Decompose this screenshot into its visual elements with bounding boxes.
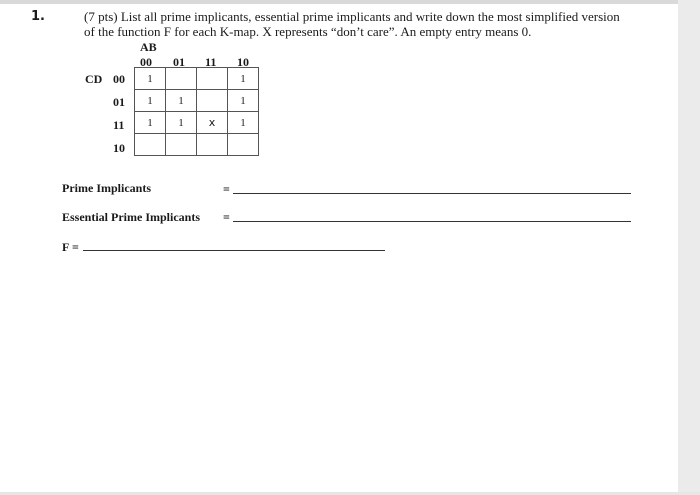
essential-prime-implicants-equals: =: [223, 210, 230, 224]
kmap-cell: 1: [228, 68, 259, 90]
kmap-row: [135, 112, 259, 134]
kmap-row: [135, 90, 259, 112]
kmap-row: [135, 68, 259, 90]
prime-implicants-label: Prime Implicants: [62, 181, 151, 195]
page-edge-top: [0, 0, 700, 4]
page-edge-right: [678, 0, 700, 495]
kmap-col-header-00: 00: [140, 55, 152, 69]
kmap-col-header-11: 11: [205, 55, 217, 69]
kmap-row-header-11: 11: [113, 118, 125, 132]
essential-prime-implicants-label: Essential Prime Implicants: [62, 210, 200, 224]
kmap-cell: 1: [135, 90, 166, 112]
kmap-cell-dont-care: x: [197, 112, 228, 134]
question-text-line1: (7 pts) List all prime implicants, essential prime implicants and write down the most simplified version: [84, 9, 620, 24]
kmap-cell: 1: [166, 90, 197, 112]
question-text-line2: of the function F for each K-map. X represents “don’t care”. An empty entry means 0.: [84, 24, 532, 39]
kmap-grid: [134, 67, 259, 156]
kmap-cell: [197, 68, 228, 90]
function-f-equals: =: [72, 240, 79, 254]
kmap-cell: 1: [135, 112, 166, 134]
kmap-col-header-01: 01: [173, 55, 185, 69]
essential-prime-implicants-answer-line[interactable]: [233, 221, 631, 222]
kmap-row-header-00: 00: [113, 72, 125, 86]
kmap-row: [135, 134, 259, 156]
kmap-cell: [197, 90, 228, 112]
prime-implicants-answer-line[interactable]: [233, 193, 631, 194]
kmap-col-header-10: 10: [237, 55, 249, 69]
kmap-cell: 1: [228, 112, 259, 134]
kmap-cell: [197, 134, 228, 156]
kmap-cell: [135, 134, 166, 156]
question-number: 1.: [31, 9, 45, 24]
kmap-cell: [166, 68, 197, 90]
kmap-cell: 1: [135, 68, 166, 90]
kmap-cell: [228, 134, 259, 156]
kmap-cell: 1: [166, 112, 197, 134]
function-f-answer-line[interactable]: [83, 250, 385, 251]
kmap-column-variable: AB: [140, 40, 157, 54]
kmap-row-variable: CD: [85, 72, 103, 86]
kmap-cell: [166, 134, 197, 156]
kmap-row-header-01: 01: [113, 95, 125, 109]
kmap-row-header-10: 10: [113, 141, 125, 155]
kmap-cell: 1: [228, 90, 259, 112]
prime-implicants-equals: =: [223, 182, 230, 196]
function-f-label: F: [62, 240, 70, 254]
